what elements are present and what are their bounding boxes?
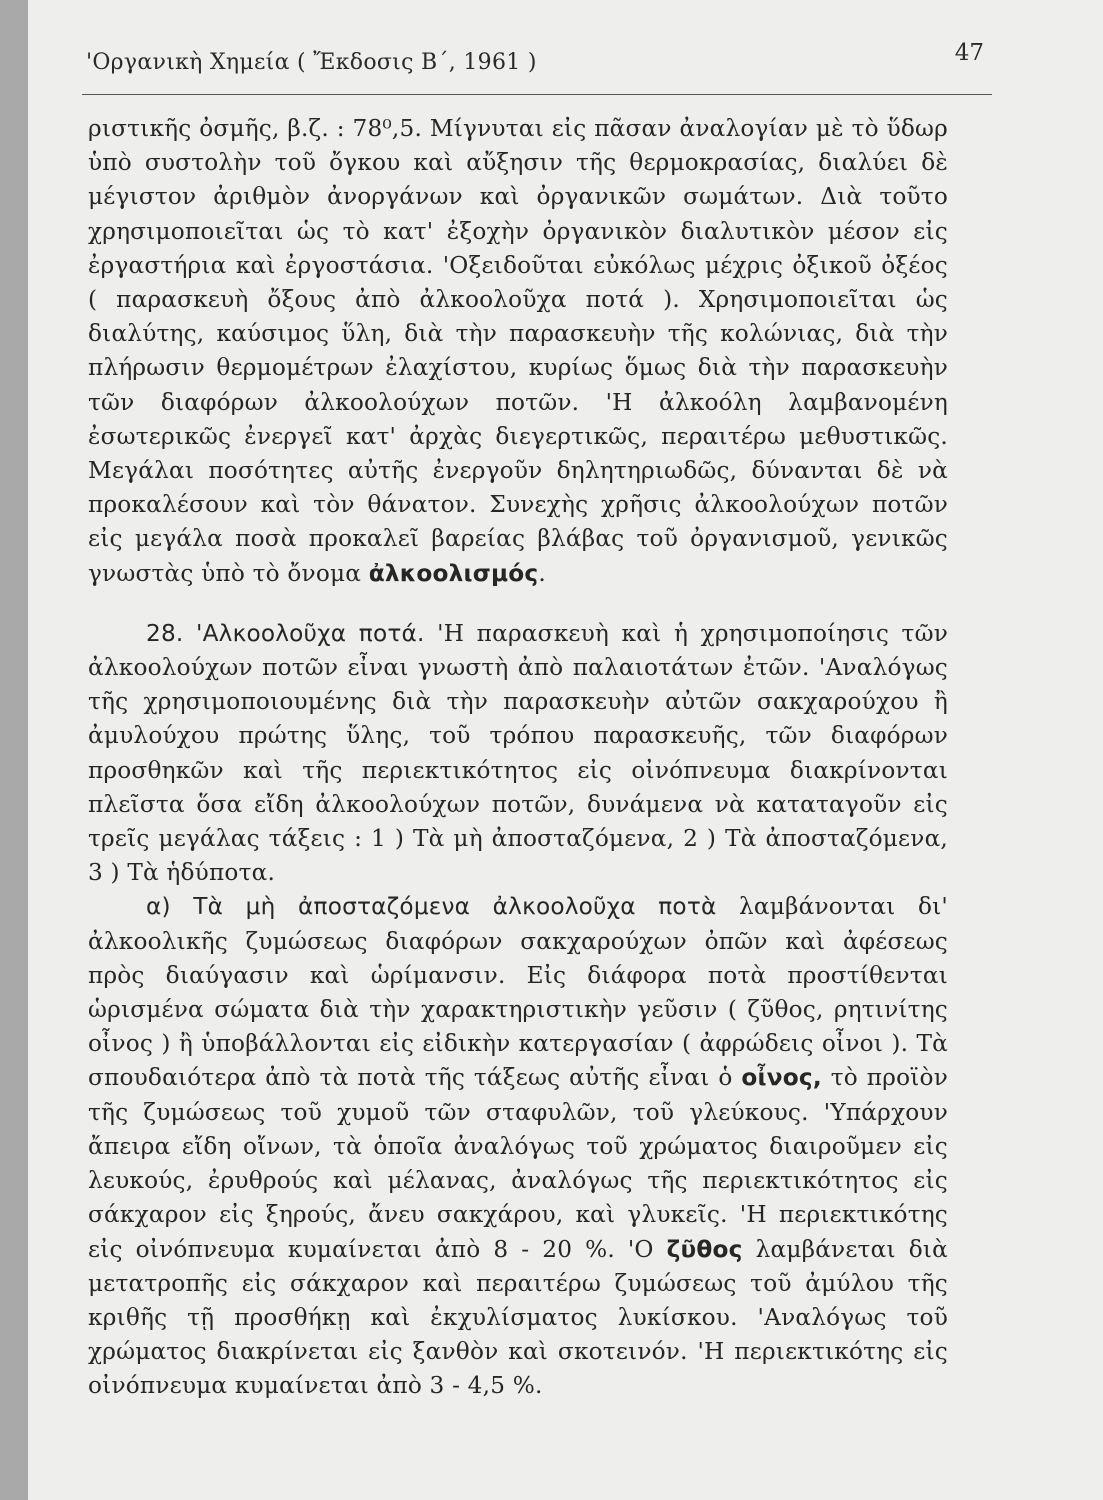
book-page bbox=[28, 0, 1103, 1500]
paragraph-end: . bbox=[538, 559, 546, 587]
subsection-label: α) Τὰ μὴ ἀποσταζόμενα ἀλκοολοῦχα ποτὰ bbox=[146, 893, 717, 921]
paragraph-text: λαμβάνονται δι' ἀλκοολικῆς ζυμώσεως διαφόρων σακχαρούχων ὀπῶν καὶ ἀφέσεως πρὸς διαύγασιν καὶ ὡρίμανσιν. Εἰς διάφορα ποτὰ προστίθενται ὡρισμένα σώματα διὰ τὴν χαρακτηριστικὴν γεῦσιν ( ζῦθος, ρητινίτης οἶνος ) ἢ ὑποβάλλονται εἰς εἰδικὴν κατεργασίαν ( ἀφρώδεις οἶνοι ). Τὰ σπουδαιότερα ἀπὸ τὰ ποτὰ τῆς τάξεως αὐτῆς εἶναι ὁ bbox=[88, 893, 948, 1092]
term-wine: οἶνος, bbox=[741, 1064, 822, 1092]
paragraph-alcoholic-drinks bbox=[88, 617, 948, 891]
paragraph-text: ριστικῆς ὀσμῆς, β.ζ. : 78⁰,5. Μίγνυται εἰς πᾶσαν ἀναλογίαν μὲ τὸ ὕδωρ ὑπὸ συστολὴν τοῦ ὄγκου καὶ αὔξησιν τῆς θερμοκρασίας, διαλύει δὲ μέγιστον ἀριθμὸν ἀνοργάνων καὶ ὀργανικῶν σωμάτων. Διὰ τοῦτο χρησιμοποιεῖται ὡς τὸ κατ' ἐξοχὴν ὀργανικὸν διαλυτικὸν μέσον εἰς ἐργαστήρια καὶ ἐργοστάσια. 'Οξειδοῦται εὐκόλως μέχρις ὀξικοῦ ὀξέος ( παρασκευὴ ὄξους ἀπὸ ἀλκοολοῦχα ποτά ). Χρησιμοποιεῖται ὡς διαλύτης, καύσιμος ὕλη, διὰ τὴν παρασκευὴν τῆς κολώνιας, διὰ τὴν πλήρωσιν θερμομέτρων ἐλαχίστου, κυρίως ὅμως διὰ τὴν παρασκευὴν τῶν διαφόρων ἀλκοολούχων ποτῶν. 'Η ἀλκοόλη λαμβανομένη ἐσωτερικῶς ἐνεργεῖ κατ' ἀρχὰς διεγερτικῶς, περαιτέρω μεθυστικῶς. Μεγάλαι ποσότητες αὐτῆς ἐνεργοῦν δηλητηριωδῶς, δύνανται δὲ νὰ προκαλέσουν καὶ τὸν θάνατον. Συνεχὴς χρῆσις ἀλκοολούχων ποτῶν εἰς μεγάλα ποσὰ προκαλεῖ βαρείας βλάβας τοῦ ὀργανισμοῦ, γενικῶς γνωστὰς ὑπὸ τὸ ὄνομα bbox=[88, 115, 948, 587]
running-head: 'Οργανικὴ Χημεία ( Ἔκδοσις Β΄, 1961 ) bbox=[86, 50, 537, 75]
paragraph-text: τὸ προϊὸν τῆς ζυμώσεως τοῦ χυμοῦ τῶν σταφυλῶν, τοῦ γλεύκους. 'Υπάρχουν ἄπειρα εἴδη οἴνων, τὰ ὁποῖα ἀναλόγως τοῦ χρώματος διαιροῦμεν εἰς λευκούς, ἐρυθρούς καὶ μέλανας, ἀναλόγως τῆς περιεκτικότητος εἰς σάκχαρον εἰς ξηρούς, ἄνευ σακχάρου, καὶ γλυκεῖς. 'Η περιεκτικότης εἰς οἰνόπνευμα κυμαίνεται ἀπὸ 8 - 20 %. 'Ο bbox=[88, 1064, 948, 1263]
page-header bbox=[82, 36, 992, 95]
section-heading: 28. 'Αλκοολοῦχα ποτά. bbox=[146, 619, 425, 647]
body-text bbox=[88, 112, 948, 1404]
page-number: 47 bbox=[954, 40, 984, 66]
term-beer: ζῦθος bbox=[666, 1235, 743, 1263]
paragraph-non-distilled bbox=[88, 890, 948, 1403]
term-alcoholism: ἀλκοολισμός bbox=[368, 559, 539, 587]
paragraph-text: 'Η παρασκευὴ καὶ ἡ χρησιμοποίησις τῶν ἀλκοολούχων ποτῶν εἶναι γνωστὴ ἀπὸ παλαιοτάτων ἐτῶν. 'Αναλόγως τῆς χρησιμοποιουμένης διὰ τὴν παρασκευὴν αὐτῶν σακχαρούχου ἢ ἀμυλούχου πρώτης ὕλης, τοῦ τρόπου παρασκευῆς, τῶν διαφόρων προσθηκῶν καὶ τῆς περιεκτικότητος εἰς οἰνόπνευμα διακρίνονται πλεῖστα ὅσα εἴδη ἀλκοολούχων ποτῶν, δυνάμενα νὰ καταταγοῦν εἰς τρεῖς μεγάλας τάξεις : 1 ) Τὰ μὴ ἀποσταζόμενα, 2 ) Τὰ ἀποσταζόμενα, 3 ) Τὰ ἡδύποτα. bbox=[88, 619, 948, 887]
paragraph-ethanol-properties bbox=[88, 112, 948, 591]
paragraph-text: λαμβάνεται διὰ μετατροπῆς εἰς σάκχαρον καὶ περαιτέρω ζυμώσεως τοῦ ἀμύλου τῆς κριθῆς τῇ προσθήκῃ καὶ ἐκχυλίσματος λυκίσκου. 'Αναλόγως τοῦ χρώματος διακρίνεται εἰς ξανθὸν καὶ σκοτεινόν. 'Η περιεκτικότης εἰς οἰνόπνευμα κυμαίνεται ἀπὸ 3 - 4,5 %. bbox=[88, 1235, 949, 1400]
